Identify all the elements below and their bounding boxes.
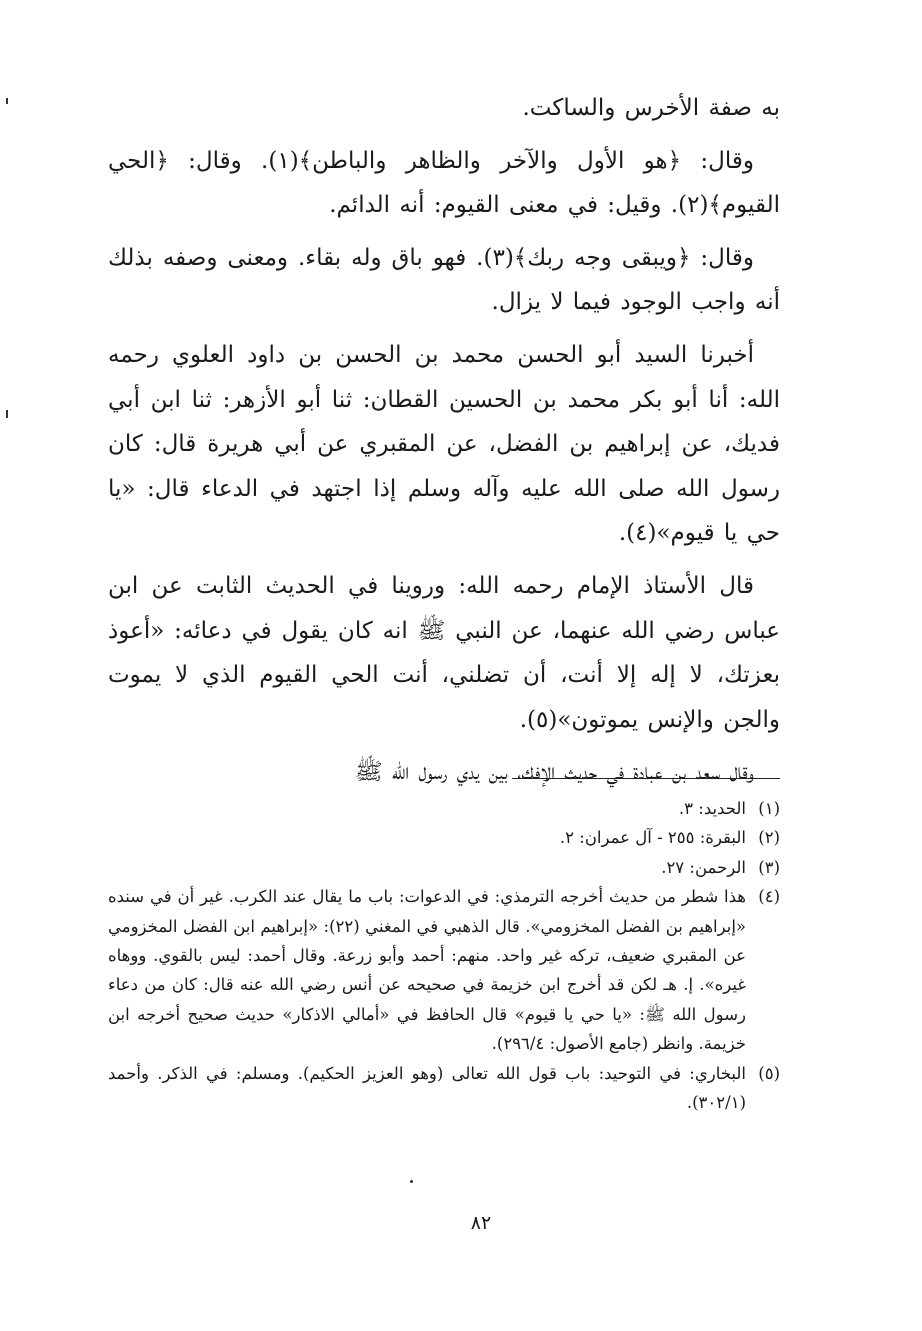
footnote-number: (٢)	[758, 828, 780, 848]
footnote-text: الحديد: ٣.	[678, 799, 746, 818]
footnote-number: (٣)	[758, 857, 780, 877]
footnote-number: (٥)	[758, 1063, 780, 1083]
paragraph-2: وقال: ﴿هو الأول والآخر والظاهر والباطن﴾(١). وقال: ﴿الحي القيوم﴾(٢). وقيل: في معنى القيوم: أنه الدائم.	[108, 147, 780, 219]
scan-edge-mark	[6, 410, 8, 418]
footnote-text: البقرة: ٢٥٥ - آل عمران: ٢.	[559, 828, 746, 848]
footnote-text: البخاري: في التوحيد: باب قول الله تعالى (وهو العزيز الحكيم). ومسلم: في الذكر. وأحمد (٣٠٢/١).	[108, 1063, 746, 1113]
paragraph-5: قال الأستاذ الإمام رحمه الله: وروينا في الحديث الثابت عن ابن عباس رضي الله عنهما، عن النبي ﷺ انه كان يقول في دعائه: «أعوذ بعزتك، لا إله إلا أنت، أن تضلني، أنت الحي القيوم الذي لا يموت والجن والإنس يموتون»(٥).	[108, 572, 780, 733]
stray-mark	[410, 1180, 413, 1183]
footnote-2	[108, 823, 780, 852]
paragraph-4: أخبرنا السيد أبو الحسن محمد بن الحسن بن داود العلوي رحمه الله: أنا أبو بكر محمد بن الحسين القطان: ثنا أبو الأزهر: ثنا ابن أبي فديك، عن إبراهيم بن الفضل، عن المقبري عن أبي هريرة قال: كان رسول الله صلى الله عليه وآله وسلم إذا اجتهد في الدعاء قال: «يا حي يا قيوم»(٤).	[108, 341, 780, 547]
footnote-text: هذا شطر من حديث أخرجه الترمذي: في الدعوات: باب ما يقال عند الكرب. غير أن في سنده «إبراهيم بن الفضل المخزومي». قال الذهبي في المغني (٢٢): «إبراهيم ابن الفضل المخزومي عن المقبري ضعيف، تركه غير واحد. منهم: أحمد وأبو زرعة. وقال أحمد: ليس بالقوي. ووهاه غيره». إ. هـ لكن قد أخرج ابن خزيمة في صحيحه عن أنس رضي الله عنه قال: كان من دعاء رسول الله ﷺ: «يا حي يا قيوم» قال الحافظ في «أمالي الاذكار» حديث صحيح أخرجه ابن خزيمة. وانظر (جامع الأصول: ٢٩٦/٤).	[108, 887, 747, 1054]
main-text	[108, 86, 780, 803]
footnote-5	[108, 1059, 780, 1118]
footnote-number: (٤)	[758, 887, 780, 907]
page-number	[0, 1212, 922, 1234]
footnote-separator	[512, 778, 780, 779]
footnote-text: الرحمن: ٢٧.	[661, 857, 746, 877]
footnote-number: (١)	[758, 799, 780, 818]
paragraph-6: وقال سعد بن عبادة في حديث الإفك، بين يدي رسول الله ﷺ	[354, 759, 754, 786]
page-number-text: ٨٢	[470, 1212, 492, 1234]
footnote-1	[108, 794, 780, 823]
footnote-3	[108, 853, 780, 882]
paragraph-3: وقال: ﴿ويبقى وجه ربك﴾(٣). فهو باق وله بقاء. ومعنى وصفه بذلك أنه واجب الوجود فيما لا يزال.	[108, 244, 780, 316]
footnotes	[108, 794, 780, 1117]
paragraph-1: به صفة الأخرس والساكت.	[522, 95, 780, 121]
footnote-4	[108, 882, 780, 1058]
scan-edge-mark	[6, 98, 8, 104]
